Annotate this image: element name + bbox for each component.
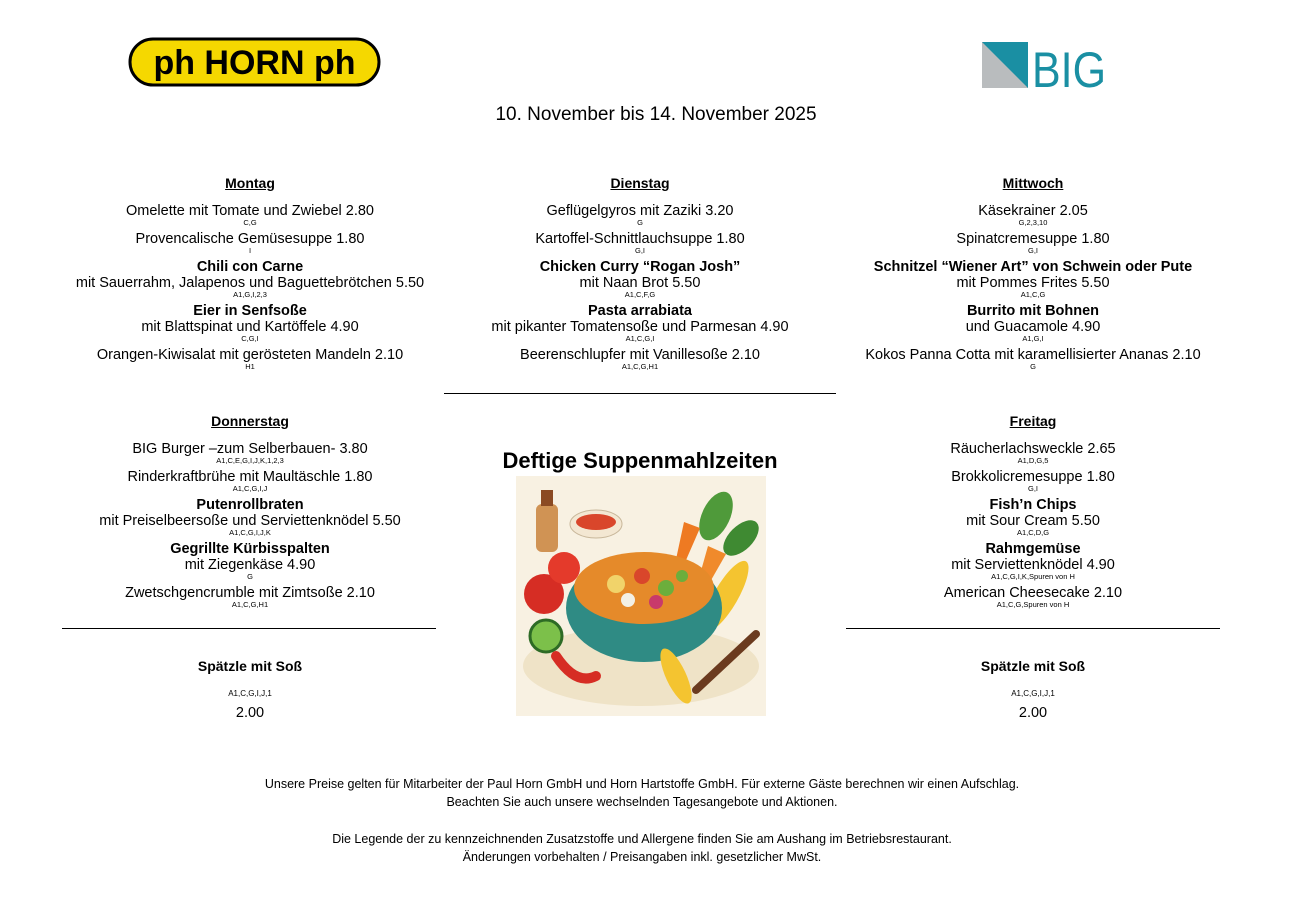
footer-pricing [0, 775, 1284, 811]
horn-logo [128, 37, 381, 87]
special-right [838, 658, 1228, 722]
dish-line: Orangen-Kiwisalat mit gerösteten Mandeln 2.10 [96, 347, 404, 363]
footer-line-1: Unsere Preise gelten für Mitarbeiter der Paul Horn GmbH und Horn Hartstoffe GmbH. Für externe Gäste berechnen wir einen Aufschlag. [264, 777, 1020, 791]
special-right-allergens: A1,C,G,I,J,1 [1011, 689, 1055, 698]
day-column-dienstag [444, 175, 836, 375]
allergen-codes: C,G [243, 218, 257, 227]
day-title-donnerstag: Donnerstag [211, 413, 289, 429]
dish-line: Kokos Panna Cotta mit karamellisierter Ananas 2.10 [865, 347, 1201, 363]
dish-line: Provencalische Gemüsesuppe 1.80 [135, 231, 365, 247]
allergen-codes: G,2,3,10 [1018, 218, 1048, 227]
soup-title: Deftige Suppenmahlzeiten [502, 448, 778, 473]
special-left-name: Spätzle mit Soß [197, 658, 303, 674]
dish-heading: Rahmgemüse [985, 541, 1081, 557]
day-column-freitag [838, 413, 1228, 613]
day-column-donnerstag [55, 413, 445, 613]
allergen-codes: G [637, 218, 643, 227]
dish-line: Beerenschlupfer mit Vanillesoße 2.10 [520, 347, 760, 363]
dish-line: mit Naan Brot 5.50 [579, 275, 701, 291]
allergen-codes: A1,C,G,I [625, 334, 655, 343]
dish-line: Käsekrainer 2.05 [978, 203, 1088, 219]
dish-line: mit Pommes Frites 5.50 [956, 275, 1110, 291]
allergen-codes: A1,C,F,G [624, 290, 656, 299]
allergen-codes: A1,C,G,I,K,Spuren von H [991, 572, 1075, 581]
divider-right [846, 628, 1220, 629]
allergen-codes: A1,C,E,G,I,J,K,1,2,3 [216, 456, 284, 465]
dish-heading: Putenrollbraten [196, 497, 304, 513]
dish-line: Zwetschgencrumble mit Zimtsoße 2.10 [125, 585, 375, 601]
svg-text:ph HORN ph: ph HORN ph [153, 44, 356, 82]
allergen-codes: A1,C,G,I,J,K [229, 528, 271, 537]
big-logo [982, 42, 1106, 98]
dish-line: BIG Burger –zum Selberbauen- 3.80 [132, 441, 368, 457]
day-title-freitag: Freitag [1009, 413, 1057, 429]
dish-line: Kartoffel-Schnittlauchsuppe 1.80 [535, 231, 745, 247]
dish-heading: Pasta arrabiata [588, 303, 692, 319]
footer-line-4: Änderungen vorbehalten / Preisangaben inkl. gesetzlicher MwSt. [462, 850, 822, 864]
dish-line: mit Blattspinat und Kartöffele 4.90 [141, 319, 359, 335]
allergen-codes: G [1030, 362, 1036, 371]
allergen-codes: G,I [1027, 484, 1038, 493]
dish-heading: Eier in Senfsoße [193, 303, 307, 319]
allergen-codes: A1,C,D,G [1016, 528, 1050, 537]
dish-heading: Burrito mit Bohnen [966, 303, 1100, 319]
svg-text:BIG: BIG [1032, 42, 1106, 98]
dish-heading: Gegrillte Kürbisspalten [170, 541, 330, 557]
footer-line-3: Die Legende der zu kennzeichnenden Zusatzstoffe und Allergene finden Sie am Aushang im Betriebsrestaurant. [332, 832, 952, 846]
special-left-allergens: A1,C,G,I,J,1 [228, 689, 272, 698]
special-right-price: 2.00 [1018, 705, 1048, 721]
dish-heading: Chicken Curry “Rogan Josh” [539, 259, 741, 275]
dish-line: Spinatcremesuppe 1.80 [956, 231, 1110, 247]
special-left [55, 658, 445, 722]
dish-line: mit Sour Cream 5.50 [966, 513, 1100, 529]
allergen-codes: A1,C,G [1020, 290, 1046, 299]
allergen-codes: G [247, 572, 253, 581]
footer-legal [0, 830, 1284, 866]
allergen-codes: H1 [245, 362, 255, 371]
dish-line: mit Sauerrahm, Jalapenos und Baguettebrötchen 5.50 [75, 275, 425, 291]
dish-line: Räucherlachsweckle 2.65 [950, 441, 1116, 457]
dish-heading: Fish’n Chips [989, 497, 1077, 513]
dish-heading: Chili con Carne [196, 259, 304, 275]
divider-dienstag [444, 393, 836, 394]
dish-line: Brokkolicremesuppe 1.80 [951, 469, 1115, 485]
dish-line: Rinderkraftbrühe mit Maultäschle 1.80 [127, 469, 373, 485]
allergen-codes: G,I [634, 246, 645, 255]
dish-line: Omelette mit Tomate und Zwiebel 2.80 [126, 203, 374, 219]
footer-line-2: Beachten Sie auch unsere wechselnden Tagesangebote und Aktionen. [446, 795, 838, 809]
allergen-codes: A1,C,G,Spuren von H [996, 600, 1070, 609]
date-range: 10. November bis 14. November 2025 [495, 104, 817, 125]
day-title-mittwoch: Mittwoch [1002, 175, 1064, 191]
allergen-codes: A1,C,G,H1 [621, 362, 659, 371]
allergen-codes: C,G,I [241, 334, 259, 343]
allergen-codes: A1,C,G,H1 [231, 600, 269, 609]
allergen-codes: A1,G,I,2,3 [233, 290, 267, 299]
day-title-montag: Montag [225, 175, 275, 191]
dish-line: American Cheesecake 2.10 [943, 585, 1123, 601]
day-column-mittwoch [838, 175, 1228, 375]
special-right-name: Spätzle mit Soß [980, 658, 1086, 674]
dish-line: mit Preiselbeersoße und Serviettenknödel 5.50 [99, 513, 401, 529]
dish-line: mit pikanter Tomatensoße und Parmesan 4.90 [491, 319, 789, 335]
day-column-montag [55, 175, 445, 375]
allergen-codes: G,I [1027, 246, 1038, 255]
day-title-dienstag: Dienstag [610, 175, 670, 191]
allergen-codes: I [248, 246, 252, 255]
dish-line: mit Ziegenkäse 4.90 [184, 557, 316, 573]
special-left-price: 2.00 [235, 705, 265, 721]
allergen-codes: A1,G,I [1022, 334, 1044, 343]
dish-line: Geflügelgyros mit Zaziki 3.20 [546, 203, 734, 219]
dish-line: und Guacamole 4.90 [965, 319, 1101, 335]
divider-left [62, 628, 436, 629]
allergen-codes: A1,D,G,5 [1017, 456, 1049, 465]
soup-illustration [516, 476, 766, 716]
dish-line: mit Serviettenknödel 4.90 [951, 557, 1115, 573]
allergen-codes: A1,C,G,I,J [232, 484, 268, 493]
dish-heading: Schnitzel “Wiener Art” von Schwein oder Pute [873, 259, 1193, 275]
